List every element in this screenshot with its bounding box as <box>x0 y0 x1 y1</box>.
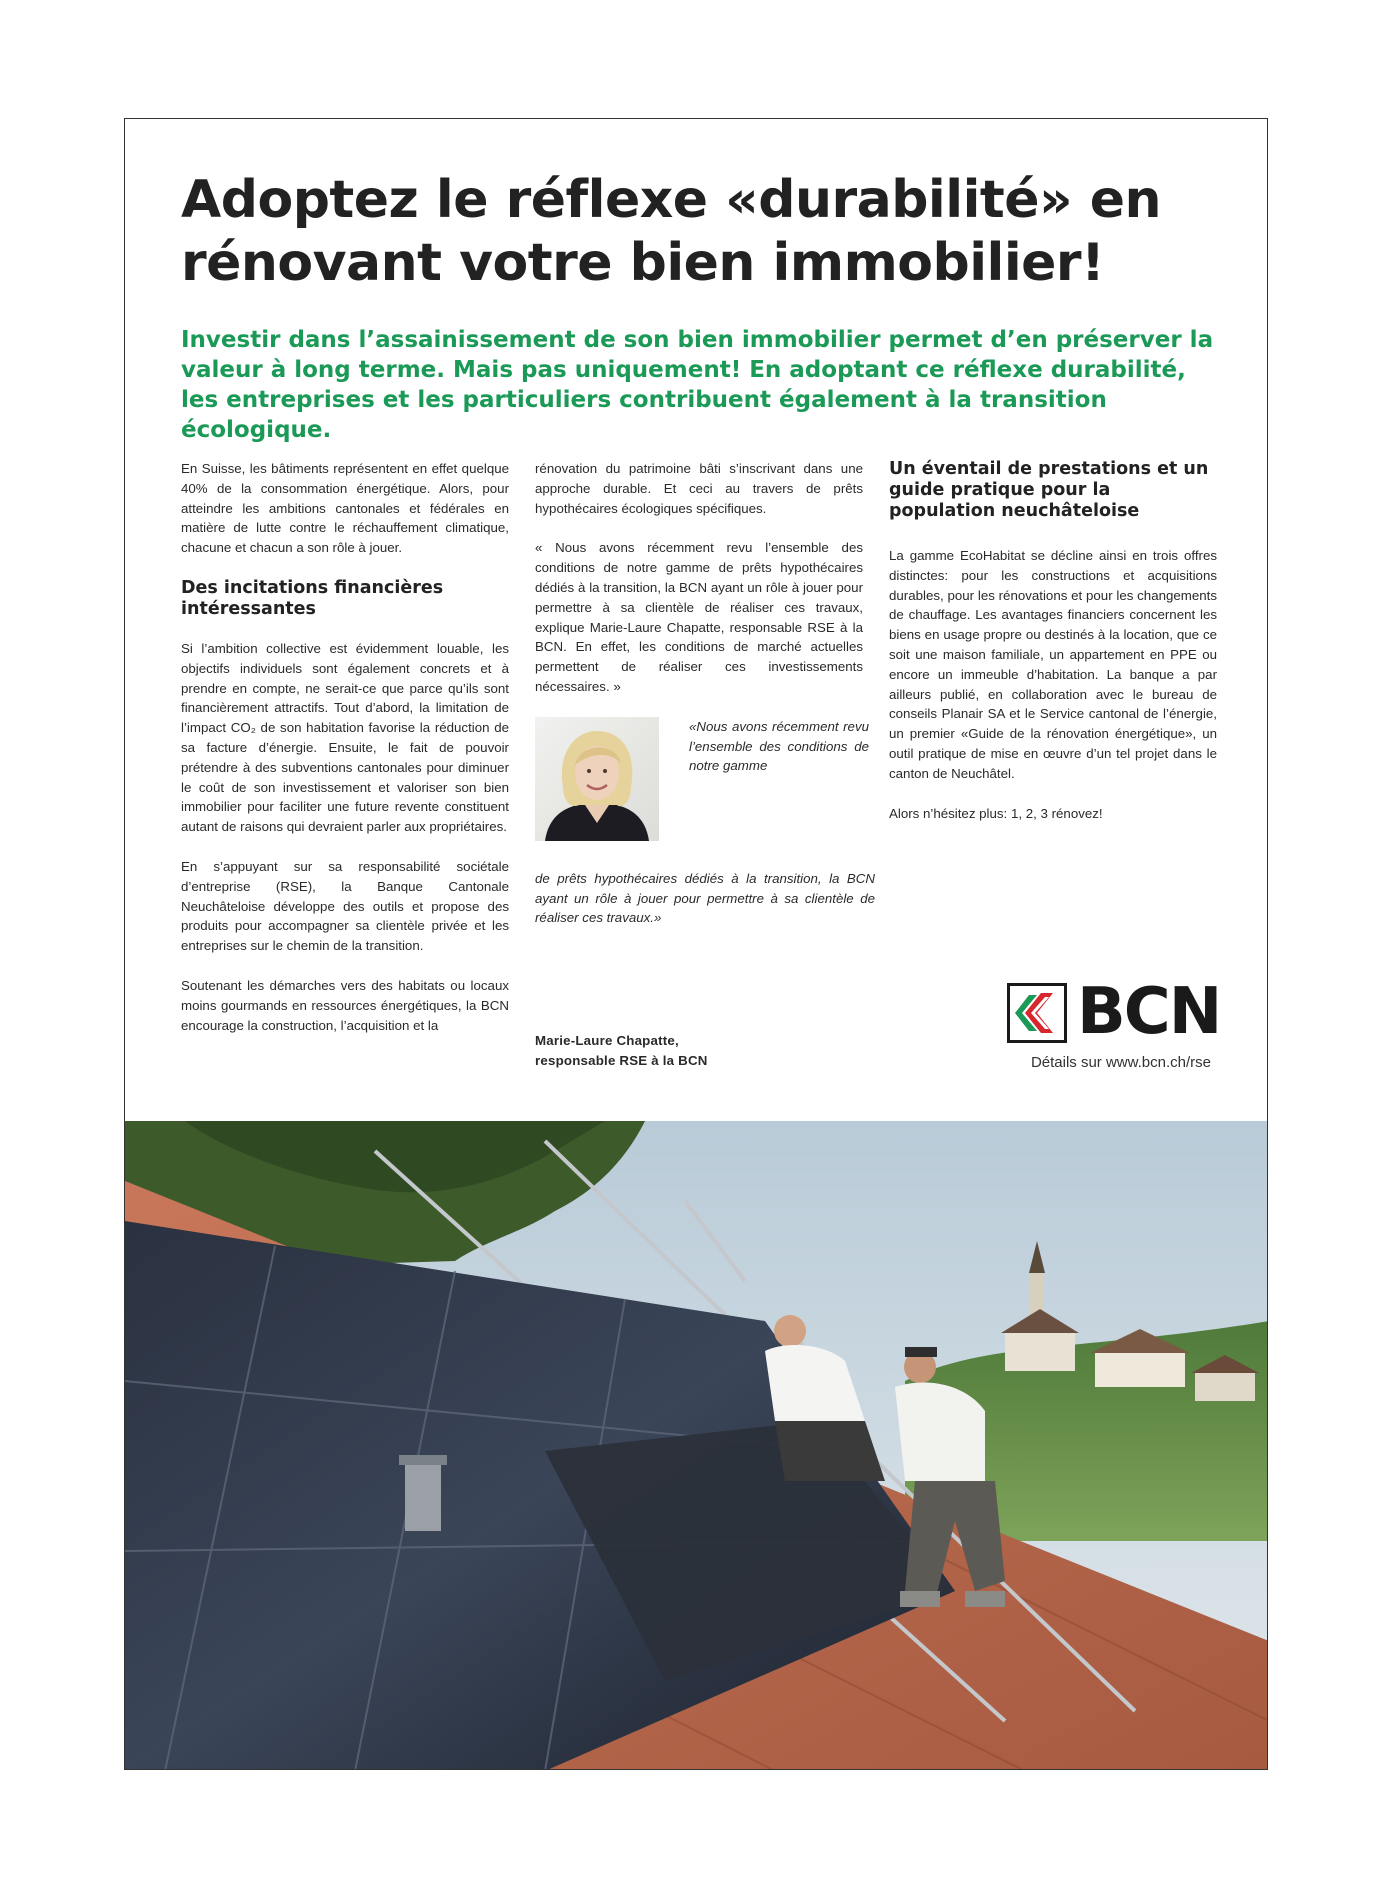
col1-paragraph-4: Soutenant les démarches vers des habitats ou locaux moins gourmands en ressources énergétiques, la BCN encourage la construction, l’acquisition et la <box>181 977 509 1033</box>
col2-paragraph-2: « Nous avons récemment revu l’ensemble des conditions de notre gamme de prêts hypothécaires dédiés à la transition, la BCN ayant un rôle à jouer pour permettre à sa clientèle de réaliser ces travaux, explique Marie-Laure Chapatte, responsable RSE à la BCN. En effet, les conditions de marché actuelles permettent de réaliser ces investissements nécessaires. » <box>535 540 863 694</box>
portrait-photo <box>535 717 659 841</box>
col1-paragraph-1: En Suisse, les bâtiments représentent en effet quelque 40% de la consommation énergétique. Alors, pour atteindre les ambitions cantonales et fédérales en matière de lutte contre le réchauffement climatique, chacune et chacun a son rôle à jouer. <box>181 461 509 556</box>
quote-author <box>535 1031 708 1071</box>
col1-paragraph-3: En s’appuyant sur sa responsabilité sociétale d’entreprise (RSE), la Banque Cantonale Neuchâteloise développe des outils et propose des produits pour accompagner sa clientèle privée et les entreprises sur le chemin de la transition. <box>181 858 509 954</box>
pull-quote <box>535 717 875 1068</box>
column-3 <box>889 459 1217 843</box>
col1-paragraph-2: Si l’ambition collective est évidemment louable, les objectifs individuels sont également concrets et à prendre en compte, ne serait-ce que parce qu’ils sont financièrement attractifs. Tout d’abord, la limitation de l’impact CO₂ de son habitation favorise la réduction de sa facture d’énergie. Ensuite, le fait de pouvoir prétendre à des subventions cantonales pour diminuer le coût de son investissement et valoriser son bien immobilier pour faciliter une future revente constituent autant de raisons qui devraient parler aux propriétaires. <box>181 640 509 835</box>
page-title: Adoptez le réflexe «durabilité» en rénovant votre bien immobilier! <box>181 170 1162 293</box>
solar-installation-photo <box>125 1121 1268 1770</box>
bcn-logo-text: BCN <box>1077 975 1221 1049</box>
column-2 <box>535 459 875 1068</box>
col3-paragraph-2: Alors n’hésitez plus: 1, 2, 3 rénovez! <box>889 805 1103 821</box>
col1-subheading: Des incitations financières intéressantes <box>181 577 444 619</box>
col2-paragraph-1: rénovation du patrimoine bâti s’inscrivant dans une approche durable. Et ceci au travers de prêts hypothécaires écologiques spécifiques. <box>535 461 863 516</box>
col3-subheading: Un éventail de prestations et un guide pratique pour la population neuchâteloise <box>889 459 1209 521</box>
advertorial-page <box>124 118 1268 1770</box>
bcn-logo[interactable] <box>1007 975 1221 1049</box>
quote-author-name: Marie-Laure Chapatte, <box>535 1032 679 1048</box>
column-1 <box>181 459 509 1055</box>
lead-paragraph: Investir dans l’assainissement de son bien immobilier permet d’en préserver la valeur à long terme. Mais pas uniquement! En adoptant ce réflexe durabilité, les entreprises et les particuliers contribuent également à la transition écologique. <box>181 327 1214 443</box>
details-link[interactable]: Détails sur www.bcn.ch/rse <box>1030 1054 1211 1071</box>
bcn-logo-mark-icon <box>1007 983 1067 1043</box>
quote-continuation: de prêts hypothécaires dédiés à la transition, la BCN ayant un rôle à jouer pour permettre à sa clientèle de réaliser ces travaux.» <box>535 870 875 926</box>
quote-author-role: responsable RSE à la BCN <box>535 1052 708 1068</box>
quote-lead-text: «Nous avons récemment revu l’ensemble des conditions de notre gamme <box>689 718 869 774</box>
col3-paragraph-1: La gamme EcoHabitat se décline ainsi en trois offres distinctes: pour les constructions et acquisitions durables, pour les rénovations et pour les changements de chauffage. Les avantages financiers concernent les biens en usage propre ou destinés à la location, que ce soit une maison familiale, un appartement en PPE ou encore un immeuble d’habitation. La banque a par ailleurs publié, en collaboration avec le bureau de conseils Planair SA et le Service cantonal de l’énergie, un premier «Guide de la rénovation énergétique», un outil pratique de mise en œuvre d’un tel projet dans le canton de Neuchâtel. <box>889 548 1217 781</box>
